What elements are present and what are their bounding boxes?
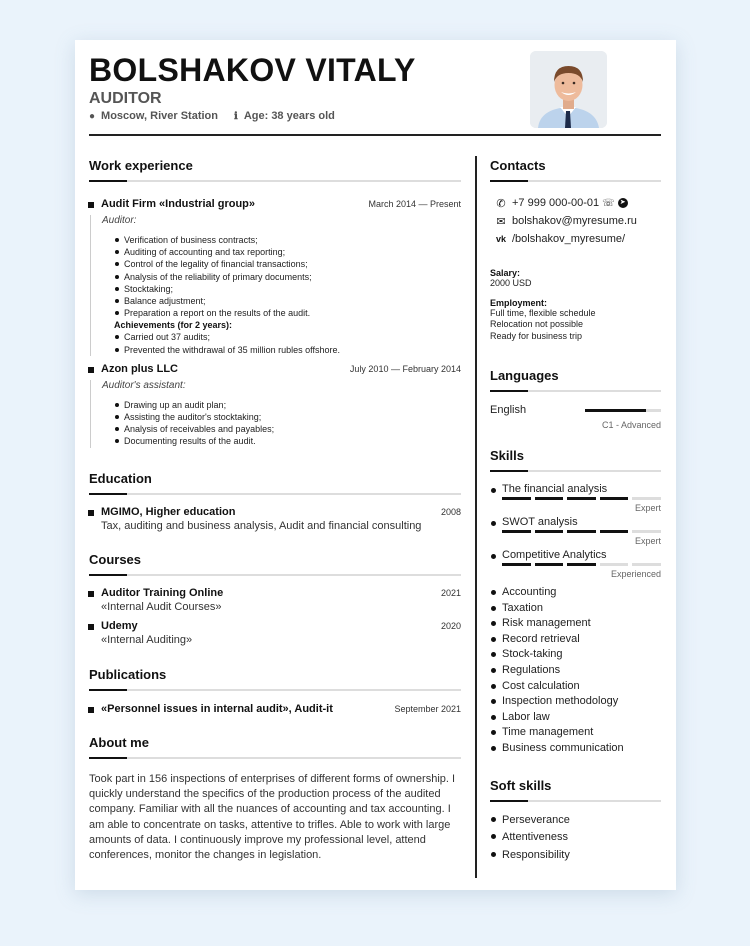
publication-title: «Personnel issues in internal audit», Audit-it — [101, 702, 333, 715]
skill-bar-segment — [632, 563, 661, 566]
list-item: Taxation — [490, 601, 661, 617]
rated-skill — [490, 516, 661, 546]
employment-line: Ready for business trip — [490, 330, 583, 341]
skill-bars — [490, 530, 661, 533]
achievements-label: Achievements (for 2 years): — [114, 320, 233, 331]
location-pin-icon: ● — [89, 110, 96, 122]
job-duties — [102, 399, 461, 448]
about-title: About me — [89, 734, 149, 750]
language-level-fill — [585, 409, 646, 412]
list-item: Inspection methodology — [490, 694, 661, 710]
vk-icon: vk — [495, 234, 506, 244]
telegram-icon: ➤ — [618, 198, 628, 208]
about-text: Took part in 156 inspections of enterprises of different forms of ownership. I quickly understand the specifics of the production process of the audited company. Familiar with all the nuances of accounting and tax accounting. I am able to concentrate on tasks, attentive to trifles. Able to work with large amounts of data. I continuously improve my professional level, attend conferences, monitor the changes in legislation. — [89, 772, 456, 862]
skill-bar-segment — [535, 563, 564, 566]
skill-bar-segment — [567, 530, 596, 533]
list-item: Verification of business contracts; — [114, 234, 461, 246]
contacts-title: Contacts — [490, 158, 546, 173]
skill-level: Expert — [634, 503, 661, 513]
work-title: Work experience — [89, 158, 193, 173]
list-item: Control of the legality of financial transactions; — [114, 258, 461, 270]
skill-bar-segment — [535, 497, 564, 500]
candidate-location: Moscow, River Station — [101, 110, 218, 122]
job-entry — [89, 363, 461, 448]
list-item: Carried out 37 audits; — [114, 331, 461, 343]
candidate-photo — [530, 51, 607, 128]
course-year: 2021 — [440, 587, 461, 598]
skills-list — [490, 585, 661, 757]
salary-label: Salary: — [490, 268, 521, 278]
skill-bar-segment — [632, 497, 661, 500]
list-item: Business communication — [490, 741, 661, 757]
contact-vk[interactable] — [490, 230, 661, 248]
course-detail: «Internal Auditing» — [101, 633, 193, 646]
list-item: Stock-taking — [490, 647, 661, 663]
list-item: Stocktaking; — [114, 283, 461, 295]
education-year: 2008 — [440, 506, 461, 517]
skill-bar-segment — [502, 530, 531, 533]
skill-bar-segment — [600, 497, 629, 500]
job-position: Auditor: — [102, 215, 137, 226]
list-item: Preparation a report on the results of the audit. — [114, 307, 461, 319]
section-underline — [89, 689, 461, 691]
publication-entry — [89, 703, 461, 715]
job-entry — [89, 198, 461, 356]
list-item: Record retrieval — [490, 632, 661, 648]
contact-phone-text: +7 999 000-00-01 — [512, 197, 600, 209]
candidate-name: BOLSHAKOV VITALY — [89, 52, 416, 88]
skill-bar-segment — [567, 563, 596, 566]
skill-level: Expert — [634, 536, 661, 546]
language-level-bar — [585, 409, 661, 412]
viber-icon: ☏ — [602, 197, 615, 209]
list-item: Perseverance — [490, 812, 661, 830]
language-level: C1 - Advanced — [601, 420, 661, 430]
job-company: Azon plus LLC — [101, 362, 178, 375]
section-underline — [490, 470, 661, 472]
email-icon: ✉ — [496, 215, 506, 228]
education-detail: Tax, auditing and business analysis, Audit and financial consulting — [101, 519, 422, 532]
right-column — [490, 158, 661, 864]
contact-email-text: bolshakov@myresume.ru — [512, 215, 637, 227]
languages-section — [490, 368, 661, 430]
course-name: Udemy — [101, 619, 138, 632]
skill-name: The financial analysis — [490, 483, 661, 495]
candidate-meta — [89, 110, 335, 122]
salary-value: 2000 USD — [490, 278, 532, 288]
list-item: Risk management — [490, 616, 661, 632]
publications-title: Publications — [89, 666, 167, 682]
contact-email[interactable] — [490, 212, 661, 230]
publication-date: September 2021 — [394, 703, 461, 714]
languages-title: Languages — [490, 368, 559, 383]
skill-bar-segment — [600, 563, 629, 566]
course-detail: «Internal Audit Courses» — [101, 600, 222, 613]
courses-title: Courses — [89, 551, 142, 567]
list-item: Accounting — [490, 585, 661, 601]
education-entry — [89, 506, 461, 532]
list-item: Drawing up an audit plan; — [114, 399, 461, 411]
list-item: Responsibility — [490, 847, 661, 865]
section-underline — [89, 757, 461, 759]
employment-line: Full time, flexible schedule — [490, 307, 596, 318]
list-item: Attentiveness — [490, 829, 661, 847]
skill-bar-segment — [535, 530, 564, 533]
education-school: MGIMO, Higher education — [101, 505, 236, 518]
education-section — [89, 471, 461, 532]
column-divider — [475, 156, 477, 878]
contacts-section — [490, 158, 661, 342]
resume-page — [75, 40, 676, 890]
job-achievements — [102, 331, 461, 355]
about-section — [89, 735, 461, 864]
left-column — [89, 158, 461, 863]
info-icon: ℹ — [234, 110, 238, 122]
employment-label: Employment: — [490, 297, 548, 308]
course-name: Auditor Training Online — [101, 586, 224, 599]
job-dates: March 2014 — Present — [368, 199, 461, 209]
job-dates: July 2010 — February 2014 — [349, 363, 461, 374]
skill-bar-segment — [632, 530, 661, 533]
section-underline — [89, 180, 461, 182]
skill-bars — [490, 497, 661, 500]
section-underline — [490, 800, 661, 802]
skills-title: Skills — [490, 448, 524, 463]
job-company: Audit Firm «Industrial group» — [101, 198, 256, 210]
course-entry — [89, 587, 461, 613]
candidate-age: Age: 38 years old — [243, 110, 335, 122]
course-entry — [89, 620, 461, 646]
section-underline — [490, 180, 661, 182]
header-divider — [89, 134, 661, 136]
course-year: 2020 — [440, 620, 461, 631]
soft-skills-title: Soft skills — [490, 777, 552, 793]
section-underline — [490, 390, 661, 392]
skill-level: Experienced — [610, 569, 661, 579]
list-item: Assisting the auditor's stocktaking; — [114, 411, 461, 423]
list-item: Cost calculation — [490, 679, 661, 695]
section-underline — [89, 493, 461, 495]
list-item: Prevented the withdrawal of 35 million rubles offshore. — [114, 344, 461, 356]
education-title: Education — [89, 470, 152, 486]
list-item: Regulations — [490, 663, 661, 679]
skill-bar-segment — [502, 563, 531, 566]
work-section — [89, 158, 461, 448]
contact-phone[interactable] — [490, 194, 661, 212]
rated-skill — [490, 483, 661, 513]
employment-line: Relocation not possible — [490, 319, 584, 329]
list-item: Analysis of the reliability of primary documents; — [114, 271, 461, 283]
skill-name: SWOT analysis — [490, 516, 661, 528]
skill-bars — [490, 563, 661, 566]
list-item: Labor law — [490, 710, 661, 726]
skill-bar-segment — [502, 497, 531, 500]
list-item: Time management — [490, 725, 661, 741]
list-item: Auditing of accounting and tax reporting; — [114, 246, 461, 258]
job-duties — [102, 234, 461, 319]
skills-section — [490, 448, 661, 757]
soft-skills-list — [490, 812, 661, 865]
skill-bar-segment — [567, 497, 596, 500]
skill-bar-segment — [600, 530, 629, 533]
list-item: Documenting results of the audit. — [114, 435, 461, 447]
section-underline — [89, 574, 461, 576]
list-item: Balance adjustment; — [114, 295, 461, 307]
contact-vk-text: /bolshakov_myresume/ — [512, 233, 626, 245]
job-position: Auditor's assistant: — [102, 379, 186, 391]
candidate-role: AUDITOR — [89, 90, 162, 107]
phone-icon: ✆ — [496, 197, 506, 210]
list-item: Analysis of receivables and payables; — [114, 423, 461, 435]
courses-section — [89, 552, 461, 646]
language-name: English — [490, 404, 527, 416]
soft-skills-section — [490, 778, 661, 865]
skill-name: Competitive Analytics — [490, 549, 661, 561]
publications-section — [89, 667, 461, 715]
rated-skill — [490, 549, 661, 579]
